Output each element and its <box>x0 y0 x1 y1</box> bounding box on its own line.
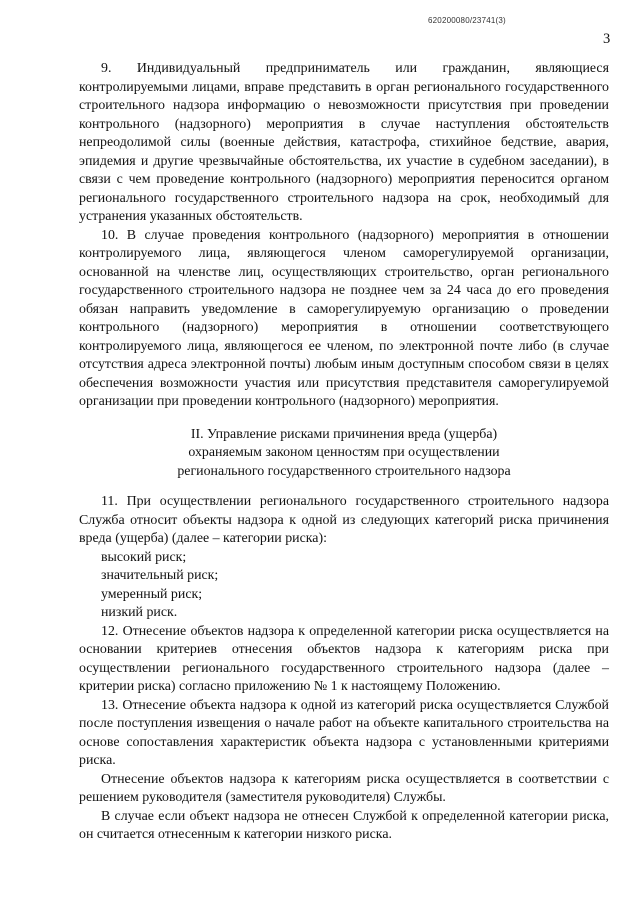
risk-list-item: низкий риск. <box>101 605 178 620</box>
document-id: 620200080/23741(3) <box>428 16 506 25</box>
heading-line: охраняемым законом ценностям при осуществлении <box>188 445 500 460</box>
heading-line: регионального государственного строительного надзора <box>177 463 511 479</box>
heading-line: II. Управление рисками причинения вреда (ущерба) <box>190 426 498 442</box>
risk-list-item: высокий риск; <box>101 549 187 565</box>
paragraph-9: 9. Индивидуальный предприниматель или гражданин, являющиеся контролируемыми лицами, вправе представить в орган регионального государственного строительного надзора информацию о невозможности присутствия при проведении контрольного (надзорного) мероприятия в случае наступления обстоятельств непреодолимой силы (военные действия, катастрофа, стихийное бедствие, авария, эпидемия и другие чрезвычайные обстоятельства, их участие в судебном заседании), в связи с чем проведение контрольного (надзорного) мероприятия переносится органом регионального государственного строительного надзора на срок, необходимый для устранения указанных обстоятельств. <box>79 61 609 224</box>
risk-list-item: умеренный риск; <box>101 586 203 602</box>
page-number: 3 <box>603 31 611 47</box>
paragraph-13: 13. Отнесение объекта надзора к одной из категорий риска осуществляется Службой после поступления извещения о начале работ на объекте капитального строительства на основе сопоставления характеристик объекта надзора с установленными критериями риска. <box>79 697 609 768</box>
section-heading <box>79 426 609 482</box>
paragraph-default-risk: В случае если объект надзора не отнесен Службой к определенной категории риска, он считается отнесенным к категории низкого риска. <box>79 808 609 842</box>
document-body <box>79 60 609 845</box>
paragraph-11: 11. При осуществлении регионального государственного строительного надзора Служба относит объекты надзора к одной из следующих категорий риска причинения вреда (ущерба) (далее – категории риска): <box>79 494 609 546</box>
risk-list-item: значительный риск; <box>101 568 219 583</box>
paragraph-decision: Отнесение объектов надзора к категориям риска осуществляется в соответствии с решением руководителя (заместителя руководителя) Службы. <box>79 771 609 805</box>
paragraph-10: 10. В случае проведения контрольного (надзорного) мероприятия в отношении контролируемого лица, являющегося членом саморегулируемой организации, основанной на членстве лиц, осуществляющих строительство, орган регионального государственного строительного надзора не позднее чем за 24 часа до его проведения обязан направить уведомление в саморегулируемую организацию о проведении контрольного (надзорного) мероприятия в отношении соответствующего контролируемого лица, являющегося ее членом, по электронной почте либо (в случае отсутствия адреса электронной почты) любым иным доступным способом связи в целях обеспечения возможности участия или присутствия представителя саморегулируемой организации при проведении контрольного (надзорного) мероприятия. <box>79 227 609 409</box>
paragraph-12: 12. Отнесение объектов надзора к определенной категории риска осуществляется на основании критериев отнесения объектов надзора к категориям риска при осуществлении регионального государственного строительного надзора (далее – критерии риска) согласно приложению № 1 к настоящему Положению. <box>79 623 609 694</box>
